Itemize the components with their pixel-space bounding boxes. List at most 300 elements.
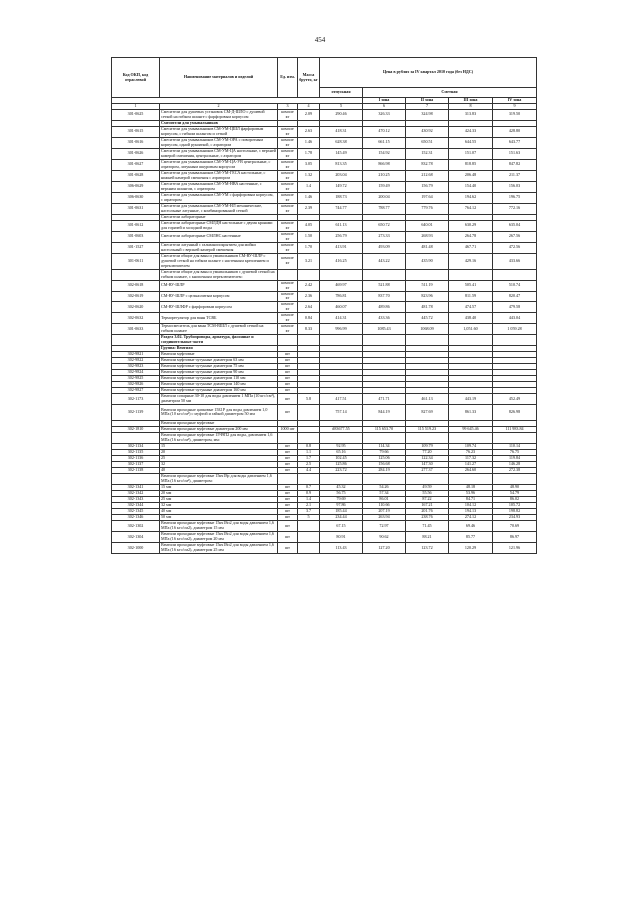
cell-release-price: 125.86: [320, 461, 363, 467]
table-row: [112, 531, 537, 542]
cell-unit: шт: [278, 508, 298, 514]
table-row: [112, 148, 537, 159]
cell-code: 302-1810: [112, 426, 160, 432]
table-row: [112, 323, 537, 334]
cell-zone-4: 48.90: [493, 484, 537, 490]
cell-zone-4: 86.97: [493, 531, 537, 542]
cell-code: 302-1137: [112, 461, 160, 467]
header-mass: Масса брутто, кг: [298, 58, 320, 98]
table-header: [112, 58, 537, 110]
cell-zone-3: 53.96: [449, 490, 493, 496]
cell-zone-3: 84.71: [449, 496, 493, 502]
cell-name: Вентили проходные муфтовые 15кч18п2 для воды давлением 1,6 МПа (16 кгс/см2), диаметром 15 мм: [160, 520, 278, 531]
cell-name: Вентили сопарные 30-10 для воды давлением 1 МПа (10 кгс/см²), диаметром 50 мм: [160, 393, 278, 404]
cell-release-price: 757.14: [320, 404, 363, 420]
cell-zone-2: 88.21: [406, 531, 449, 542]
cell-zone-4: 847.82: [493, 159, 537, 170]
cell-zone-1: [363, 334, 406, 345]
cell-zone-4: 110.14: [493, 443, 537, 449]
cell-zone-1: 57.34: [363, 490, 406, 496]
cell-unit: шт: [278, 393, 298, 404]
cell-release-price: 234.44: [320, 514, 363, 520]
page-number: 454: [314, 36, 326, 44]
cell-release-price: 65.16: [320, 449, 363, 455]
cell-zone-4: 267.56: [493, 231, 537, 242]
cell-zone-2: 167.21: [406, 502, 449, 508]
cell-zone-1: 207.19: [363, 508, 406, 514]
cell-code: 302-9823: [112, 363, 160, 369]
cell-zone-1: 521.88: [363, 280, 406, 291]
cell-mass: [298, 542, 320, 553]
cell-zone-1: 661.15: [363, 137, 406, 148]
cell-zone-4: 234.93: [493, 514, 537, 520]
cell-name: Смесители для умывальников СМ-УМ-ЦА настольные, с верхней камерой смешения, центральные, с аэратором: [161, 148, 276, 158]
cell-name: СМ-ВУ-ШЛФР с фарфоровым корпусом: [160, 302, 278, 313]
cell-code: 302-0619: [112, 291, 160, 302]
cell-zone-1: 284.19: [363, 467, 406, 473]
cell-unit: шт: [278, 363, 298, 369]
cell-mass: 1.46: [298, 137, 320, 148]
header-zone-3: III зона: [449, 98, 493, 104]
cell-unit: шт: [278, 484, 298, 490]
cell-code: 302-1135: [112, 449, 160, 455]
column-number: 6: [363, 104, 406, 110]
cell-name: Смесители лабораторные СМЛДН настольные с двумя кранами для горячей и холодной воды: [160, 220, 278, 231]
cell-zone-1: 433.36: [363, 313, 406, 324]
cell-mass: [298, 334, 320, 345]
cell-name: 15 мм: [160, 484, 278, 490]
cell-zone-2: [406, 334, 449, 345]
cell-name: Вентили муфтовые чугунные диаметром 75 мм: [160, 363, 278, 369]
cell-unit: шт: [278, 467, 298, 473]
cell-mass: 3.05: [298, 159, 320, 170]
cell-unit: компле кт: [278, 242, 298, 253]
cell-mass: 8.33: [298, 323, 320, 334]
price-table: [111, 57, 537, 554]
cell-zone-3: 151.07: [449, 148, 493, 159]
cell-unit: компле кт: [278, 220, 298, 231]
cell-unit: шт: [278, 357, 298, 363]
cell-zone-4: 510.74: [493, 280, 537, 291]
table-row: [112, 192, 537, 203]
cell-code: 302-9827: [112, 387, 160, 393]
cell-mass: 1.78: [298, 148, 320, 159]
cell-name: Смесители для душевых установок СМ-Д-ШЛО с душевой сеткой на гибком шланге с фарфоровым корпусом: [160, 109, 278, 120]
cell-zone-4: [493, 432, 537, 443]
cell-zone-4: 198.82: [493, 508, 537, 514]
cell-code: [112, 432, 160, 443]
cell-unit: компле кт: [278, 148, 298, 159]
cell-release-price: 79.69: [320, 496, 363, 502]
cell-zone-1: 127.20: [363, 542, 406, 553]
cell-zone-2: 238.76: [406, 514, 449, 520]
cell-zone-1: 866.98: [363, 159, 406, 170]
cell-code: 301-1527: [112, 242, 160, 253]
cell-zone-1: 1085.43: [363, 323, 406, 334]
cell-zone-4: 119.84: [493, 455, 537, 461]
cell-zone-1: 470.12: [363, 126, 406, 137]
cell-unit: шт: [278, 443, 298, 449]
cell-name: Группа: Вентили: [160, 345, 278, 351]
cell-zone-4: [493, 334, 537, 345]
cell-zone-4: 70.69: [493, 520, 537, 531]
cell-release-price: 188.73: [320, 192, 363, 203]
table-row: [112, 302, 537, 313]
cell-release-price: 413.91: [320, 242, 363, 253]
cell-zone-3: 76.23: [449, 449, 493, 455]
cell-zone-3: 194.13: [449, 508, 493, 514]
cell-name: Вентили муфтовые чугунные диаметром 140 мм: [160, 381, 278, 387]
cell-zone-4: 433.66: [493, 253, 537, 269]
cell-mass: 1.50: [298, 231, 320, 242]
cell-mass: 0.7: [298, 484, 320, 490]
cell-zone-3: [449, 432, 493, 443]
cell-mass: 2.5: [298, 461, 320, 467]
cell-release-price: 290.46: [320, 109, 363, 120]
cell-unit: шт: [278, 514, 298, 520]
cell-name: Смесители общие для ванн и умывальников с душевой сеткой на гибком шланге, с кнопочным переключателем:: [160, 269, 278, 280]
cell-name: 20 мм: [160, 490, 278, 496]
cell-zone-4: 86.02: [493, 496, 537, 502]
header-unit: Ед. изм.: [278, 58, 298, 98]
table-row: [112, 242, 537, 253]
cell-code: 301-0611: [112, 253, 160, 269]
cell-code: 301-0627: [112, 159, 160, 170]
cell-unit: компле кт: [278, 323, 298, 334]
cell-zone-1: 210.25: [363, 170, 406, 181]
table-row: [112, 170, 537, 181]
cell-mass: 2.42: [298, 280, 320, 291]
cell-zone-2: 197.64: [406, 192, 449, 203]
cell-unit: шт: [278, 381, 298, 387]
cell-release-price: 786.81: [320, 291, 363, 302]
column-number: 3: [278, 104, 298, 110]
cell-unit: шт: [278, 496, 298, 502]
cell-name: Вентили проходные муфтовые 15кч18р для воды давлением 1,6 МПа (16 кгс/см²), диаметром:: [160, 473, 278, 484]
cell-mass: 5: [298, 514, 320, 520]
cell-zone-3: [449, 334, 493, 345]
table-row: [112, 109, 537, 120]
cell-zone-2: 123.72: [406, 542, 449, 553]
table-row: [112, 432, 537, 443]
cell-zone-2: 832.78: [406, 159, 449, 170]
cell-zone-2: 324.98: [406, 109, 449, 120]
cell-name: Смесители для умывальников СМ-УМ с фарфоровым корпусом, с аэратором: [160, 192, 278, 203]
cell-zone-4: 151.63: [493, 148, 537, 159]
cell-unit: [278, 334, 298, 345]
cell-release-price: 102.45: [320, 455, 363, 461]
cell-code: 302-1136: [112, 455, 160, 461]
cell-release-price: 92.95: [320, 443, 363, 449]
cell-name: Смесители для умывальников СМ-УМ-НЛ механические, настольные латунные, с комбинированной сеткой: [160, 203, 278, 214]
cell-release-price: [320, 432, 363, 443]
cell-zone-1: [363, 473, 406, 484]
cell-zone-3: 630.29: [449, 220, 493, 231]
cell-mass: [298, 473, 320, 484]
cell-zone-1: 263.94: [363, 514, 406, 520]
cell-code: [112, 473, 160, 484]
cell-zone-2: 49.59: [406, 484, 449, 490]
cell-zone-2: 277.37: [406, 467, 449, 473]
table-row: [112, 393, 537, 404]
cell-zone-3: 154.40: [449, 181, 493, 192]
cell-unit: шт: [278, 455, 298, 461]
table-row: [112, 253, 537, 269]
cell-release-price: 56.75: [320, 490, 363, 496]
cell-release-price: 45.32: [320, 484, 363, 490]
cell-unit: шт: [278, 369, 298, 375]
cell-zone-4: 121.96: [493, 542, 537, 553]
table-row: [112, 231, 537, 242]
cell-code: 302-1173: [112, 393, 160, 404]
cell-zone-4: 146.28: [493, 461, 537, 467]
cell-unit: компле кт: [278, 313, 298, 324]
cell-name: Вентили муфтовые чугунные диаметром 63 мм: [160, 357, 278, 363]
cell-zone-1: 489.86: [363, 302, 406, 313]
cell-code: 301-0631: [112, 203, 160, 214]
cell-mass: 1.4: [298, 496, 320, 502]
cell-zone-4: 319.50: [493, 109, 537, 120]
column-number: 4: [298, 104, 320, 110]
cell-name: 40: [160, 467, 278, 473]
cell-code: [112, 334, 160, 345]
cell-mass: 1.46: [298, 192, 320, 203]
cell-release-price: 813.35: [320, 159, 363, 170]
cell-zone-2: 823.96: [406, 291, 449, 302]
cell-zone-3: 117.32: [449, 455, 493, 461]
cell-code: 302-1139: [112, 404, 160, 420]
cell-zone-3: 48.18: [449, 484, 493, 490]
cell-zone-2: 779.76: [406, 203, 449, 214]
cell-zone-4: 105.72: [493, 502, 537, 508]
cell-name: Вентили муфтовые чугунные диаметром 160 мм: [160, 387, 278, 393]
cell-zone-1: 326.33: [363, 109, 406, 120]
cell-name: 40 мм: [160, 508, 278, 514]
cell-name: СМ-ВУ-ШЛР: [160, 280, 278, 291]
cell-zone-1: [363, 269, 406, 280]
cell-unit: [278, 432, 298, 443]
cell-zone-1: 115 653.70: [363, 426, 406, 432]
cell-code: 302-1138: [112, 467, 160, 473]
cell-zone-4: 635.04: [493, 220, 537, 231]
cell-mass: 3.7: [298, 508, 320, 514]
cell-zone-4: 479.58: [493, 302, 537, 313]
cell-code: 301-0616: [112, 137, 160, 148]
cell-name: СМ-ВУ-ШЛР с цельнолитым корпусом: [160, 291, 278, 302]
cell-name: 32 мм: [160, 502, 278, 508]
cell-zone-1: 471.71: [363, 393, 406, 404]
cell-zone-1: 154.92: [363, 148, 406, 159]
cell-zone-1: 156.68: [363, 461, 406, 467]
cell-code: 302-9824: [112, 369, 160, 375]
table-row: [112, 181, 537, 192]
cell-zone-3: 467.71: [449, 242, 493, 253]
cell-zone-2: 122.34: [406, 455, 449, 461]
cell-mass: 2.09: [298, 109, 320, 120]
cell-zone-3: 85.77: [449, 531, 493, 542]
cell-zone-1: 79.66: [363, 449, 406, 455]
cell-zone-4: 472.56: [493, 242, 537, 253]
cell-name: Вентили проходные муфтовые 15кч18п2 для воды давлением 1,6 МПа (16 кгс/см2), диаметром 25 мм: [160, 542, 278, 553]
cell-zone-3: 644.55: [449, 137, 493, 148]
cell-zone-3: 474.57: [449, 302, 493, 313]
cell-zone-4: 211.37: [493, 170, 537, 181]
cell-release-price: 203.04: [320, 170, 363, 181]
cell-zone-2: 511.19: [406, 280, 449, 291]
cell-zone-3: 274.12: [449, 514, 493, 520]
cell-code: 302-9821: [112, 351, 160, 357]
header-price: Цена в рублях за IV квартал 2010 года (без НДС): [320, 58, 537, 88]
header-zone-4: IV зона: [493, 98, 537, 104]
cell-mass: 2.1: [298, 502, 320, 508]
cell-mass: [298, 531, 320, 542]
cell-zone-1: 159.49: [363, 181, 406, 192]
cell-zone-4: 272.38: [493, 467, 537, 473]
cell-zone-3: 120.29: [449, 542, 493, 553]
cell-zone-1: 54.26: [363, 484, 406, 490]
cell-unit: компле кт: [278, 231, 298, 242]
cell-name: Смесители лабораторные: [160, 214, 278, 220]
cell-release-price: 611.13: [320, 220, 363, 231]
cell-zone-1: 125.06: [363, 455, 406, 461]
cell-release-price: [320, 334, 363, 345]
cell-mass: 0.9: [298, 490, 320, 496]
cell-code: 301-0603: [112, 231, 160, 242]
cell-name: Смесители общие для ванн и умывальников СМ-ВУ-ШЛР с душевой сеткой на гибком шланге с настенным креплением и переключателем: [160, 253, 278, 269]
cell-zone-3: 313.83: [449, 109, 493, 120]
cell-code: 301-0626: [112, 148, 160, 159]
table-row: [112, 137, 537, 148]
cell-zone-3: 764.12: [449, 203, 493, 214]
cell-zone-4: 443.04: [493, 313, 537, 324]
table-row: [112, 159, 537, 170]
cell-zone-1: 114.34: [363, 443, 406, 449]
cell-zone-4: 76.75: [493, 449, 537, 455]
cell-zone-2: 115 519.23: [406, 426, 449, 432]
cell-zone-3: [449, 269, 493, 280]
cell-zone-1: 844.19: [363, 404, 406, 420]
cell-unit: компле кт: [278, 253, 298, 269]
cell-name: Смесители для умывальников СМ-УМ-ЦШЛ фарфоровым корпусом, с гибким шлангом и сеткой: [160, 126, 278, 137]
cell-mass: 2.39: [298, 203, 320, 214]
cell-release-price: 113.43: [320, 542, 363, 553]
cell-name: Смесители для умывальников СМ-УМ-ОРА с поворотным корпусом, одной рукояткой, с аэратором: [160, 137, 278, 148]
cell-zone-3: 1,051.60: [449, 323, 493, 334]
cell-name: 20: [160, 449, 278, 455]
cell-zone-2: [406, 473, 449, 484]
cell-mass: 4.4: [298, 467, 320, 473]
cell-code: 302-9825: [112, 375, 160, 381]
header-zone-2: II зона: [406, 98, 449, 104]
cell-unit: шт: [278, 531, 298, 542]
cell-zone-4: [493, 269, 537, 280]
cell-code: 302-1345: [112, 508, 160, 514]
header-zone-1: I зона: [363, 98, 406, 104]
cell-name: 25 мм: [160, 496, 278, 502]
table-row: [112, 291, 537, 302]
cell-code: 302-1344: [112, 502, 160, 508]
cell-mass: 1.70: [298, 242, 320, 253]
cell-unit: шт: [278, 520, 298, 531]
cell-mass: 3.21: [298, 253, 320, 269]
cell-code: 301-0615: [112, 126, 160, 137]
cell-name: Смесители для умывальников СМ-УМ-НВА настенные, с верхним шлангом, с аэратором: [160, 181, 278, 192]
cell-mass: 2.36: [298, 291, 320, 302]
cell-unit: компле кт: [278, 203, 298, 214]
cell-zone-3: 811.59: [449, 291, 493, 302]
cell-unit: компле кт: [278, 291, 298, 302]
cell-name: Раздел 3.02. Трубопроводы, арматура, фасонные и соединительные части: [160, 334, 278, 345]
cell-zone-1: 200.04: [363, 192, 406, 203]
cell-name: Вентили проходные муфтовые 15Ч9П2 для воды, давлением 1,6 МПа (16 кгс/см²), диаметром, мм:: [160, 432, 278, 443]
cell-code: 302-1304: [112, 531, 160, 542]
cell-name: Смесители для умывальников СМ-УМ-ЦА-УВ центральные, с аэратором, латунным шкуровым корпусом: [160, 159, 278, 170]
cell-zone-2: 640.01: [406, 220, 449, 231]
cell-release-price: 628.38: [320, 137, 363, 148]
cell-mass: 4.05: [298, 220, 320, 231]
cell-name: 25: [160, 455, 278, 461]
cell-name: Вентили муфтовые чугунные диаметром 90 мм: [160, 369, 278, 375]
cell-unit: шт: [278, 490, 298, 496]
cell-unit: шт: [278, 375, 298, 381]
cell-unit: шт: [278, 404, 298, 420]
table-row: [112, 473, 537, 484]
cell-zone-3: 206.48: [449, 170, 493, 181]
cell-mass: 2.63: [298, 126, 320, 137]
cell-zone-1: 273.33: [363, 231, 406, 242]
cell-zone-3: 194.62: [449, 192, 493, 203]
cell-mass: [298, 269, 320, 280]
cell-mass: 1.1: [298, 449, 320, 455]
cell-code: 301-0612: [112, 220, 160, 231]
cell-zone-2: 109.79: [406, 443, 449, 449]
cell-zone-2: 71.45: [406, 520, 449, 531]
cell-mass: 1.32: [298, 170, 320, 181]
cell-release-price: 460.07: [320, 302, 363, 313]
cell-zone-4: 826.98: [493, 404, 537, 420]
column-number: 2: [160, 104, 278, 110]
cell-zone-4: 156.03: [493, 181, 537, 192]
cell-unit: шт: [278, 461, 298, 467]
cell-release-price: 469.97: [320, 280, 363, 291]
cell-zone-2: 827.69: [406, 404, 449, 420]
table-row: [112, 334, 537, 345]
cell-zone-4: 428.80: [493, 126, 537, 137]
cell-code: 306-0629: [112, 181, 160, 192]
cell-zone-4: 196.75: [493, 192, 537, 203]
cell-unit: компле кт: [278, 181, 298, 192]
cell-mass: 0.84: [298, 313, 320, 324]
cell-unit: 1000 шт: [278, 426, 298, 432]
cell-code: 302-1000: [112, 542, 160, 553]
cell-mass: [298, 404, 320, 420]
cell-release-price: 80.91: [320, 531, 363, 542]
cell-code: 306-0630: [112, 192, 160, 203]
cell-unit: компле кт: [278, 192, 298, 203]
cell-code: 302-1343: [112, 496, 160, 502]
cell-name: Вентили проходные цапковые 15Б1Р для воды давлением 1,0 МПа (10 кгс/см²) с муфтой и гайкой диаметром 50 мм: [160, 404, 278, 420]
table-row: [112, 220, 537, 231]
cell-name: Термосмеситель для ванн ТСМ-ВШЛ с душевой сеткой на гибком шланге: [160, 323, 278, 334]
cell-name: 50 мм: [160, 514, 278, 520]
cell-code: 302-1346: [112, 514, 160, 520]
cell-unit: [278, 269, 298, 280]
cell-zone-4: [493, 473, 537, 484]
cell-zone-2: 430.92: [406, 126, 449, 137]
cell-name: Смесители лабораторные СМЛНС настенные: [160, 231, 278, 242]
cell-release-price: 417.51: [320, 393, 363, 404]
cell-release-price: [320, 473, 363, 484]
